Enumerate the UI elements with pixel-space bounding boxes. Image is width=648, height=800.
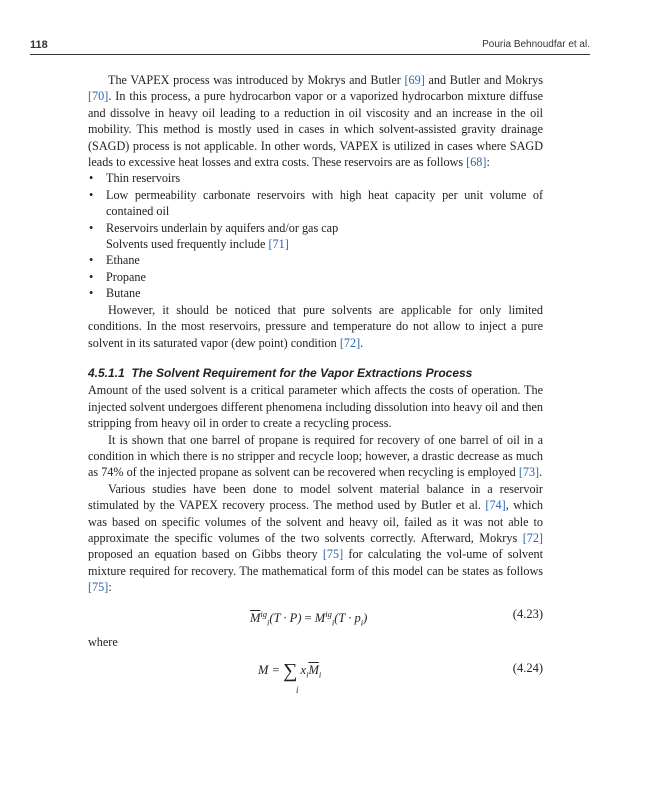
- citation-70[interactable]: [70]: [88, 89, 109, 104]
- section-heading: 4.5.1.1 The Solvent Requirement for the Vapor Extractions Process: [88, 365, 473, 380]
- list-item: • Butane: [88, 285, 543, 301]
- equation-4-23: [88, 604, 543, 634]
- citation-75[interactable]: [75]: [88, 580, 109, 595]
- list-item: • Low permeability carbonate reservoirs with high heat capacity per unit volume of contained oil: [88, 187, 543, 220]
- running-head: Pouria Behnoudfar et al.: [482, 39, 590, 50]
- citation-72[interactable]: [72]: [522, 530, 543, 545]
- equation-body: M = ∑ i $x_i\overline{M}_i$: [258, 660, 322, 695]
- reservoir-list: [88, 170, 543, 236]
- however-paragraph: However, it should be noticed that pure solvents are applicable for only limited conditions. In the most reservoirs, pressure and temperature do not allow to inject a pure solvent in its saturated vapor (dew point) condition [72].: [88, 302, 543, 350]
- section-paragraph-2: It is shown that one barrel of propane is required for recovery of one barrel of oil in a condition in which there is no stripper and recycle loop; however, a drastic decrease as much as 74% of the injected propane as solvent can be recovered when recycling is employed [73].: [88, 432, 543, 480]
- list-item: • Propane: [88, 269, 543, 285]
- citation-68[interactable]: [68]: [466, 155, 487, 170]
- solvents-intro: Solvents used frequently include [71]: [106, 237, 289, 252]
- citation-75[interactable]: [75]: [322, 547, 344, 562]
- intro-paragraph: The VAPEX process was introduced by Mokrys and Butler [69] and Butler and Mokrys [70]. In this process, a pure hydrocarbon vapor or a vaporized hydrocarbon mixture diffuse and dissolve in heavy oil leading to a reduction in oil viscosity and an increase in the oil mobility. This method is mostly used in cases in which solvent-assisted gravity drainage (SAGD) process is not applicable. In other words, VAPEX is utilized in cases where SAGD leads to excessive heat losses and extra costs. These reservoirs are as follows [68]:: [88, 73, 543, 170]
- citation-71[interactable]: [71]: [268, 237, 289, 252]
- section-paragraph-3: Various studies have been done to model solvent material balance in a reservoir stimulated by the VAPEX recovery process. The method used by Butler et al. [74], which was based on specific volumes of the solvent and heavy oil, failed as it was not able to approximate the specific volumes of the two solvents correctly. Afterward, Mokrys [72] proposed an equation based on Gibbs theory [75] for calculating the vol-ume of solvent mixture required for recovery. The mathematical form of this model can be states as follows [75]:: [88, 481, 543, 595]
- list-item: • Reservoirs underlain by aquifers and/or gas cap: [88, 220, 543, 236]
- equation-4-24: [88, 658, 543, 695]
- citation-69[interactable]: [69]: [404, 73, 425, 87]
- solvent-list: [88, 252, 543, 301]
- sum-symbol: ∑: [283, 660, 298, 682]
- page-header: [30, 34, 590, 55]
- equation-body: $\overline{M}^{ig}_i(T \cdot P) = M^{ig}_i(T \cdot p_i)$: [250, 608, 368, 628]
- where-label: where: [88, 634, 118, 649]
- list-item: • Ethane: [88, 252, 543, 268]
- citation-74[interactable]: [74]: [485, 498, 506, 513]
- list-item: • Thin reservoirs: [88, 170, 543, 186]
- citation-73[interactable]: [73]: [518, 465, 540, 480]
- citation-72[interactable]: [72]: [339, 335, 361, 350]
- page-number: 118: [30, 39, 48, 51]
- page-body: [88, 72, 543, 695]
- equation-number: (4.23): [512, 606, 543, 621]
- equation-number: (4.24): [512, 661, 543, 675]
- section-paragraph-1: Amount of the used solvent is a critical parameter which affects the costs of operation. The injected solvent undergoes different phenomena including dissolution into heavy oil and then stripping from heavy oil in order to create a recycling process.: [88, 383, 543, 431]
